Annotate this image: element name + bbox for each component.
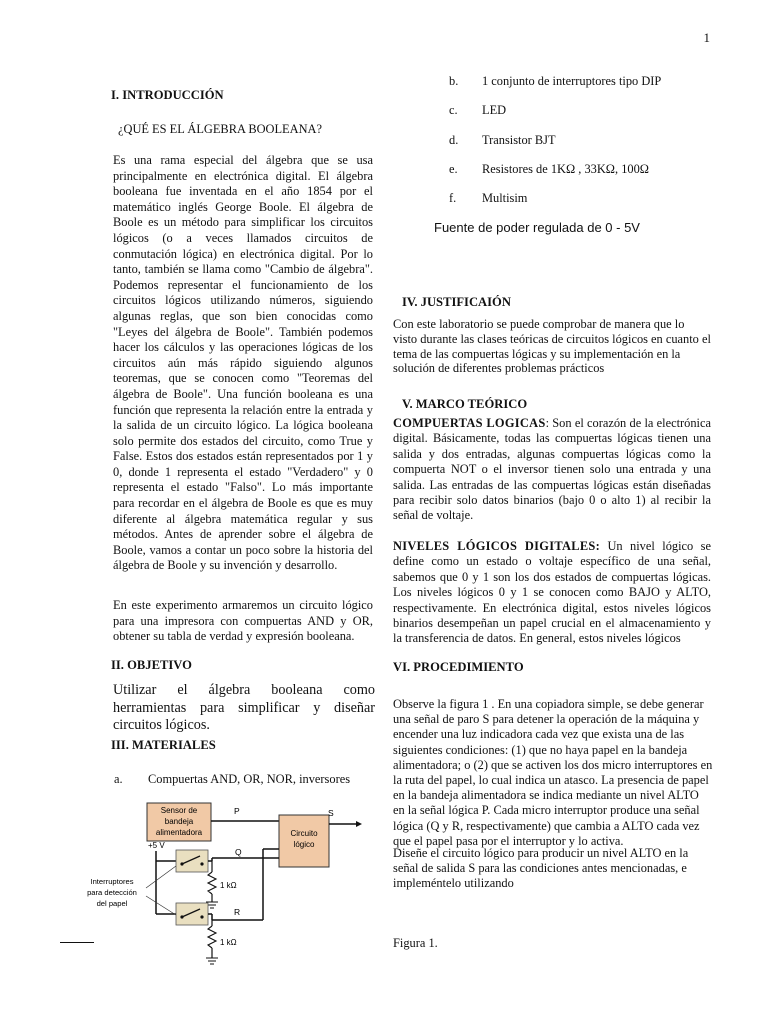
circuit-label-2: lógico — [293, 840, 315, 849]
procedure-text-1: Observe la figura 1 . En una copiadora simple, se debe generar una señal de paro S para detener la operación de la máquina y encender una luz indicadora cada vez que exista una de las siguientes condiciones: (1) que no haya papel en la bandeja alimentadora; o (2) que se activen los dos micro interruptores en la ruta del papel, lo cual indica un atasco. La presencia de papel en la bandeja alimentadora se indica mediante un nivel ALTO en la señal lógica P. Cada micro interruptor produce una señal lógica (Q y R, respectivamente) que cambia a ALTO cada vez que el papel pasa por el interruptor y lo activa. — [393, 697, 713, 848]
res-2-label: 1 kΩ — [220, 938, 237, 947]
circuit-diagram — [78, 798, 368, 976]
gates-paragraph — [393, 416, 711, 524]
levels-term: NIVELES LÓGICOS DIGITALES: — [393, 539, 600, 553]
switch-pointer-2 — [146, 896, 176, 915]
sensor-label-3: alimentadora — [155, 828, 203, 837]
resistor-2-icon — [208, 926, 216, 948]
objective-heading: II. OBJETIVO — [111, 658, 192, 672]
materials-text: Compuertas AND, OR, NOR, inversores — [148, 772, 351, 786]
materials-letter: a. — [114, 772, 123, 786]
sensor-label-2: bandeja — [164, 817, 194, 826]
q-label: Q — [235, 847, 242, 857]
materials-text: Multisim — [482, 191, 528, 205]
levels-text: Un nivel lógico se define como un estado o voltaje específico de una señal, sabemos que 0 y 1 son los dos estados de compuertas lógicas. Los niveles lógicos 0 y 1 se conocen como BAJO y ALTO, respectivamente. En electrónica digital, estos niveles lógicos binarios desempeñan un papel crucial en el almacenamiento y la transferencia de datos. En general, estos niveles lógicos — [393, 539, 711, 646]
switch-label-2: para detección — [87, 888, 137, 897]
vcc-label: +5 V — [148, 841, 165, 850]
switch-1-box — [176, 850, 208, 872]
gates-text: : Son el corazón de la electrónica digital. Básicamente, todas las compuertas lógicas tienen una salida y dos entradas, algunas compuertas lógicas como la compuerta NOT o el inversor tienen solo una entrada y una salida. Las entradas de las compuertas lógicas están diseñadas para recibir solo datos binarios (bajo 0 o alto 1) al recibir la señal de voltaje. — [393, 416, 711, 523]
page-number: 1 — [703, 30, 710, 45]
materials-item-d — [449, 133, 729, 149]
intro-heading: I. INTRODUCCIÓN — [111, 88, 224, 102]
intro-question: ¿QUÉ ES EL ÁLGEBRA BOOLEANA? — [118, 122, 322, 136]
gates-term: COMPUERTAS LOGICAS — [393, 416, 546, 430]
materials-letter: d. — [449, 133, 459, 147]
levels-paragraph — [393, 539, 711, 647]
theory-heading: V. MARCO TEÓRICO — [402, 397, 528, 411]
objective-text: Utilizar el álgebra booleana como herramientas para simplificar y diseñar circuitos lógicos. — [113, 682, 375, 733]
materials-letter: c. — [449, 103, 458, 117]
materials-item-e — [449, 162, 729, 178]
materials-letter: b. — [449, 74, 459, 88]
footnote-rule — [60, 942, 94, 943]
figure-caption: Figura 1. — [393, 936, 438, 950]
materials-letter: f. — [449, 191, 457, 205]
r-label: R — [234, 907, 241, 917]
intro-paragraph: Es una rama especial del álgebra que se usa principalmente en electrónica digital. El álgebra booleana fue inventada en el año 1854 por el matemático inglés George Boole. El álgebra de Boole es un método para simplificar los circuitos lógicos (o a veces llamados circuitos de conmutación lógica) en electrónica digital. Por lo tanto, también se llama como "Cambio de álgebra". Podemos representar el funcionamiento de los circuitos lógicos utilizando números, siguiendo algunas reglas, que son bien conocidas como "Leyes del álgebra de Boole". También podemos hacer los cálculos y las operaciones lógicas de los circuitos aún más rápido siguiendo algunos teoremas, que se conocen como "Teoremas del álgebra de Boole". Una función booleana es una función que representa la relación entre la entrada y la salida de un circuito lógico. La lógica booleana solo permite dos estados del circuito, como True y False. Estos dos estados están representados por 1 y 0, donde 1 representa el estado "Verdadero" y 0 representa el estado "Falso". Lo más importante para recordar en el álgebra de Boole es que es muy diferente al álgebra matemática regular y sus métodos. Antes de aprender sobre el álgebra de Boole, vamos a contar un poco sobre la historia del álgebra de Boole y su invención y desarrollo. — [113, 153, 373, 573]
procedure-heading: VI. PROCEDIMIENTO — [393, 660, 524, 674]
materials-item-b — [449, 74, 729, 90]
justification-text: Con este laboratorio se puede comprobar de manera que lo visto durante las clases teóricas de circuitos lógicos en cuanto el tema de las compuertas lógicas y su implementación en la solución de diferentes problemas prácticos — [393, 317, 711, 376]
materials-text: 1 conjunto de interruptores tipo DIP — [482, 74, 662, 88]
justification-heading: IV. JUSTIFICAIÓN — [402, 295, 511, 309]
materials-item-f — [449, 191, 729, 207]
materials-item-c — [449, 103, 729, 119]
circuit-label-1: Circuito — [290, 829, 318, 838]
s-arrow-icon — [356, 821, 362, 827]
s-label: S — [328, 808, 334, 818]
resistor-1-icon — [208, 872, 216, 894]
sensor-label-1: Sensor de — [160, 806, 198, 815]
experiment-paragraph: En este experimento armaremos un circuito lógico para una impresora con compuertas AND y OR, obtener su tabla de verdad y expresión booleana. — [113, 598, 373, 644]
materials-heading: III. MATERIALES — [111, 738, 216, 752]
materials-text: LED — [482, 103, 507, 117]
materials-text: Resistores de 1KΩ , 33KΩ, 100Ω — [482, 162, 650, 176]
procedure-text-2: Diseñe el circuito lógico para producir un nivel ALTO en la señal de salida S para las condiciones antes mencionadas, e impleméntelo utilizando — [393, 846, 689, 891]
res-1-label: 1 kΩ — [220, 881, 237, 890]
switch-label-3: del papel — [96, 899, 128, 908]
p-label: P — [234, 806, 240, 816]
materials-text: Transistor BJT — [482, 133, 556, 147]
power-supply-text: Fuente de poder regulada de 0 - 5V — [434, 220, 640, 235]
switch-2-box — [176, 903, 208, 925]
materials-item-a — [114, 772, 376, 788]
switch-label-1: Interruptores — [90, 877, 134, 886]
materials-letter: e. — [449, 162, 458, 176]
switch-pointer-1 — [146, 866, 176, 888]
